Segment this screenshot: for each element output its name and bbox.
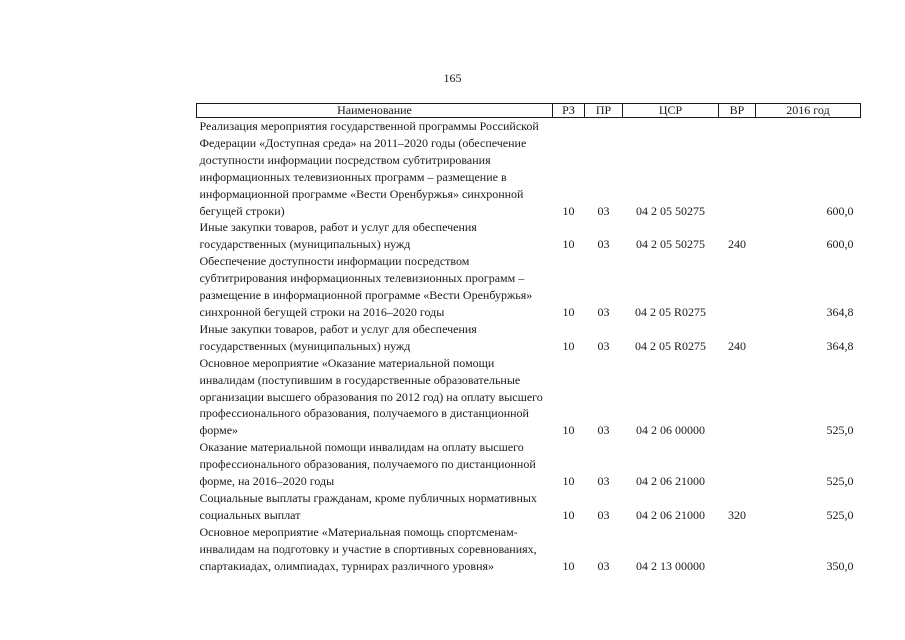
- row-csr: 04 2 05 R0275: [634, 338, 706, 353]
- row-csr: 04 2 05 50275: [636, 237, 705, 252]
- row-vr: [719, 524, 756, 575]
- row-amount: 364,8: [826, 338, 854, 353]
- row-csr: 04 2 06 21000: [636, 507, 705, 522]
- header-pr: ПР: [585, 104, 623, 118]
- page-number: 165: [443, 71, 462, 85]
- row-amount: 364,8: [826, 304, 854, 319]
- row-pr: 03: [597, 474, 610, 489]
- row-name: Иные закупки товаров, работ и услуг для обеспечения государственных (муниципальных) нужд: [199, 220, 477, 252]
- row-vr: 240: [728, 237, 746, 252]
- header-amount: 2016 год: [756, 104, 861, 118]
- row-vr: 240: [728, 338, 746, 353]
- row-amount: 350,0: [826, 558, 854, 573]
- row-vr: [719, 439, 756, 490]
- row-pr: 03: [597, 304, 610, 319]
- table-row: [197, 524, 861, 575]
- row-csr: 04 2 05 50275: [636, 203, 705, 218]
- row-amount: 600,0: [826, 237, 854, 252]
- row-rz: 10: [562, 304, 575, 319]
- row-pr: 03: [597, 237, 610, 252]
- table-row: [197, 355, 861, 440]
- row-amount: 525,0: [826, 474, 854, 489]
- row-csr: 04 2 13 00000: [636, 558, 705, 573]
- row-amount: 525,0: [826, 423, 854, 438]
- row-pr: 03: [597, 338, 610, 353]
- table-row: [197, 253, 861, 321]
- row-name: Социальные выплаты гражданам, кроме публичных нормативных социальных выплат: [199, 490, 537, 522]
- header-name: Наименование: [197, 104, 553, 118]
- row-rz: 10: [562, 338, 575, 353]
- row-pr: 03: [597, 203, 610, 218]
- table-row: [197, 490, 861, 524]
- row-rz: 10: [562, 423, 575, 438]
- header-rz: РЗ: [553, 104, 585, 118]
- table-header-row: [197, 104, 861, 118]
- header-vr: ВР: [719, 104, 756, 118]
- row-amount: 600,0: [826, 203, 854, 218]
- row-csr: 04 2 05 R0275: [634, 304, 706, 319]
- row-vr: 320: [728, 507, 746, 522]
- row-vr: [719, 118, 756, 220]
- row-vr: [719, 355, 756, 440]
- table-row: [197, 219, 861, 253]
- row-rz: 10: [562, 237, 575, 252]
- table-row: [197, 439, 861, 490]
- row-name: Иные закупки товаров, работ и услуг для обеспечения государственных (муниципальных) нужд: [199, 321, 477, 353]
- row-pr: 03: [597, 558, 610, 573]
- row-csr: 04 2 06 21000: [636, 474, 705, 489]
- budget-table: [196, 103, 861, 574]
- row-rz: 10: [562, 203, 575, 218]
- row-name: Реализация мероприятия государственной программы Российской Федерации «Доступная среда» на 2011–2020 годы (обеспечение доступности информации посредством субтитрирования информационных телевизионных программ – размещение в информационной программе «Вести Оренбуржья» синхронной бегущей строки): [199, 119, 539, 218]
- row-pr: 03: [597, 507, 610, 522]
- row-pr: 03: [597, 423, 610, 438]
- row-name: Оказание материальной помощи инвалидам на оплату высшего профессионального образования, получаемого по дистанционной форме, на 2016–2020 годы: [199, 440, 536, 489]
- row-rz: 10: [562, 507, 575, 522]
- row-name: Обеспечение доступности информации посредством субтитрирования информационных телевизионных программ – размещение в информационной программе «Вести Оренбуржья» синхронной бегущей строки на 2016–2020 годы: [199, 254, 533, 319]
- row-vr: [719, 253, 756, 321]
- row-name: Основное мероприятие «Материальная помощь спортсменам-инвалидам на подготовку и участие в спортивных соревнованиях, спартакиадах, олимпиадах, турнирах различного уровня»: [199, 524, 537, 573]
- row-rz: 10: [562, 474, 575, 489]
- table-row: [197, 321, 861, 355]
- row-amount: 525,0: [826, 507, 854, 522]
- row-name: Основное мероприятие «Оказание материальной помощи инвалидам (поступившим в государственные образовательные организации высшего образования по 2012 год) на оплату высшего профессионального образования, получаемого в дистанционной форме»: [199, 355, 543, 438]
- header-csr: ЦСР: [623, 104, 719, 118]
- row-csr: 04 2 06 00000: [636, 423, 705, 438]
- table-row: [197, 118, 861, 220]
- row-rz: 10: [562, 558, 575, 573]
